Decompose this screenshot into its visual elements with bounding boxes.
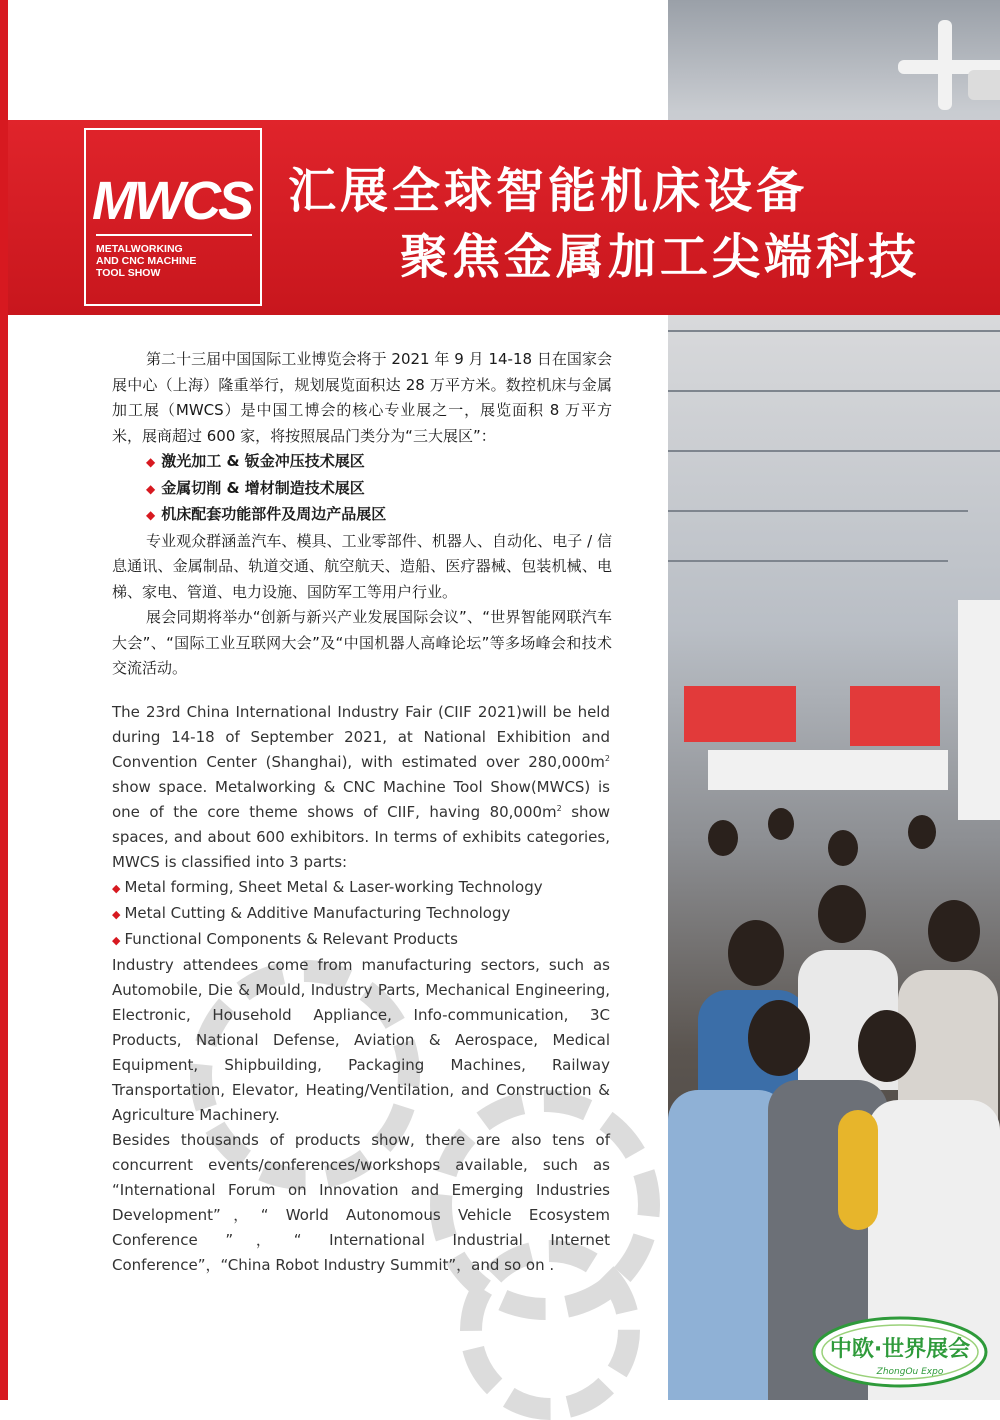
zhongou-expo-logo xyxy=(810,1310,990,1390)
en-paragraph-audience: Industry attendees come from manufacturing sectors, such as Automobile, Die & Mould, Industry Parts, Mechanical Engineering, Electronic, Household Appliance, Info-communication, 3C Products, National Defense, Aviation & Aerospace, Medical Equipment, Shipbuilding, Packaging Machines, Railway Transportation, Elevator, Heating/Ventilation, and Construction & Agriculture Machinery. xyxy=(112,956,610,1124)
en-paragraph-intro: The 23rd China International Industry Fair (CIIF 2021)will be held during 14-18 of September 2021, at National Exhibition and Convention Center (Shanghai), with estimated over $280,000m^2$ show space. Metalworking & CNC Machine Tool Show(MWCS) is one of the core theme shows of CIIF, having $80,000m^2$ show spaces, and about 600 exhibitors. In terms of exhibits categories, MWCS is classified into 3 parts: xyxy=(112,703,610,871)
en-bullet: ◆ Metal Cutting & Additive Manufacturing Technology xyxy=(112,904,511,922)
diamond-bullet-icon: ◆ xyxy=(146,508,156,522)
diamond-bullet-icon: ◆ xyxy=(146,481,156,496)
headline-line-2: 聚焦金属加工尖端科技 xyxy=(400,229,921,285)
chinese-section xyxy=(112,347,612,682)
cn-bullet: ◆ 激光加工 & 钣金冲压技术展区 xyxy=(146,452,365,470)
cn-paragraph-intro: 第二十三届中国国际工业博览会将于 2021 年 9 月 14-18 日在国家会展中心（上海）隆重举行，规划展览面积达 28 万平方米。数控机床与金属加工展（MWCS）是中国工博会的核心专业展之一，展览面积 8 万平方米，展商超过 600 家，将按照展品门类分为“三大展区”： xyxy=(112,350,612,445)
cn-bullet: ◆ 金属切削 & 增材制造技术展区 xyxy=(146,478,365,497)
diamond-bullet-icon: ◆ xyxy=(112,934,121,947)
en-paragraph-events: Besides thousands of products show, there are also tens of concurrent events/conferences/workshops available, such as “International Forum on Innovation and Emerging Industries Development”，“ World Autonomous Vehicle Ecosystem Conference ”，“ International Industrial Internet Conference”，“China Robot Industry Summit”，and so on . xyxy=(112,1131,610,1274)
logo-underline xyxy=(96,234,252,236)
cn-bullet: ◆ 机床配套功能部件及周边产品展区 xyxy=(146,505,387,523)
logo-mark: MWCS xyxy=(92,171,251,231)
cn-paragraph-audience: 专业观众群涵盖汽车、模具、工业零部件、机器人、自动化、电子 / 信息通讯、金属制品、轨道交通、航空航天、造船、医疗器械、包装机械、电梯、家电、管道、电力设施、国防军工等用户行业。 xyxy=(112,531,612,601)
en-bullet: ◆ Metal forming, Sheet Metal & Laser-working Technology xyxy=(112,878,543,896)
logo-cn-text: 中欧·世界展会 xyxy=(829,1337,971,1362)
diamond-bullet-icon: ◆ xyxy=(146,455,156,469)
cn-paragraph-events: 展会同期将举办“创新与新兴产业发展国际会议”、“世界智能网联汽车大会”、“国际工业互联网大会”及“中国机器人高峰论坛”等多场峰会和技术交流活动。 xyxy=(112,608,612,677)
logo-subtitle: METALWORKING AND CNC MACHINE TOOL SHOW xyxy=(96,243,197,279)
diamond-bullet-icon: ◆ xyxy=(112,908,121,921)
logo-en-text: ZhongOu Expo xyxy=(876,1367,944,1377)
left-red-strip xyxy=(0,0,8,1400)
en-bullet: ◆ Functional Components & Relevant Products xyxy=(112,930,458,948)
header-banner xyxy=(8,120,1000,315)
mwcs-logo xyxy=(84,128,262,306)
english-section xyxy=(112,700,610,1278)
headline-line-1: 汇展全球智能机床设备 xyxy=(288,163,809,219)
diamond-bullet-icon: ◆ xyxy=(112,882,121,895)
